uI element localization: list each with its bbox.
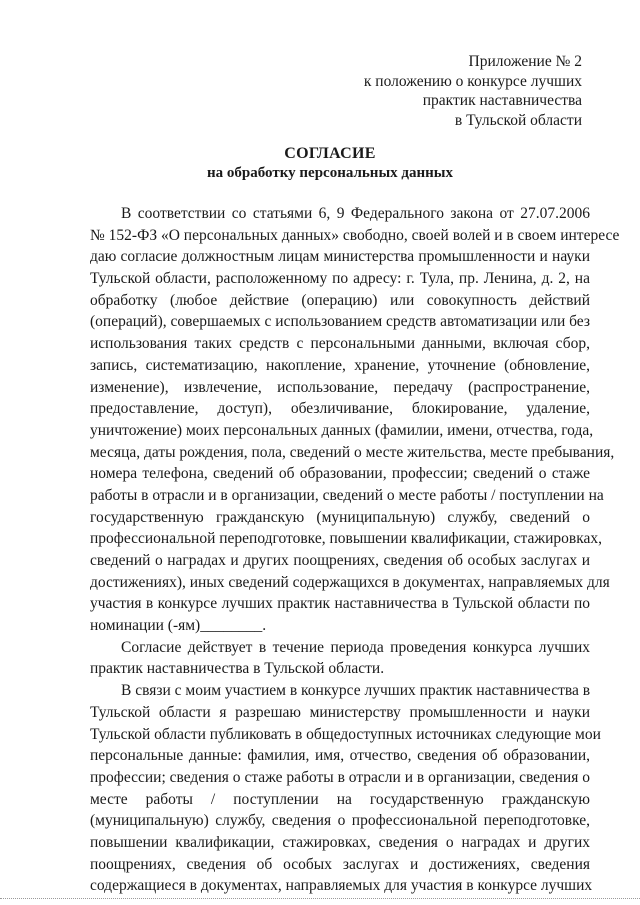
text-line: № 152-ФЗ «О персональных данных» свободно, своей волей и в своем интересе (90, 226, 620, 244)
text-line: работы в отрасли и в организации, сведений о месте работы / поступлении на (90, 486, 604, 504)
text-line: содержащиеся в документах, направляемых для участия в конкурсе лучших (90, 877, 593, 895)
paragraph-consent-period (90, 637, 590, 680)
text-line: практик наставничества в Тульской области. (90, 660, 385, 678)
appendix-line: в Тульской области (454, 111, 582, 129)
text-line: (муниципальную) службу, сведения о профессиональной переподготовке, (90, 812, 590, 830)
text-line: сведений о наградах и других поощрениях, сведения об особых заслугах и (90, 552, 590, 569)
text-line: достижениях), иных сведений содержащихся в документах, направляемых для (90, 573, 610, 591)
text-line: В связи с моим участием в конкурсе лучших практик наставничества в (121, 682, 591, 700)
text-line: уничтожение) моих персональных данных (фамилии, имени, отчества, года, (90, 421, 594, 439)
text-line: поощрениях, сведения об особых заслугах и достижениях, сведения (90, 855, 590, 873)
text-line: номинации (-ям)________. (90, 617, 267, 635)
text-line: предоставление, доступ), обезличивание, блокирование, удаление, (90, 400, 590, 418)
text-line: даю согласие должностным лицам министерства промышленности и науки (90, 248, 590, 266)
text-line: профессии; сведения о стаже работы в отрасли и в организации, сведения о (90, 768, 590, 786)
document-body (90, 203, 620, 897)
appendix-header (364, 52, 582, 130)
scan-edge-divider (0, 898, 640, 900)
text-line: Тульской области публиковать в общедоступных источниках следующие мои (90, 725, 601, 743)
text-line: Тульской области, расположенному по адресу: г. Тула, пр. Ленина, д. 2, на (90, 270, 590, 288)
text-line: Согласие действует в течение периода проведения конкурса лучших (121, 638, 590, 656)
text-line: использования таких средств с персональными данными, включая сбор, (90, 335, 590, 353)
appendix-line: практик наставничества (422, 92, 582, 109)
appendix-number: Приложение № 2 (468, 53, 582, 70)
text-line: повышении квалификации, стажировках, сведения о наградах и других (90, 833, 590, 851)
text-line: персональные данные: фамилия, имя, отчество, сведения об образовании, (90, 747, 590, 765)
text-line: профессиональной переподготовке, повышении квалификации, стажировках, (90, 530, 602, 548)
text-line: В соответствии со статьями 6, 9 Федерального закона от 27.07.2006 (121, 205, 590, 222)
text-line: участия в конкурсе лучших практик наставничества в Тульской области по (90, 595, 590, 613)
appendix-line: к положению о конкурсе лучших (363, 72, 582, 90)
text-line: обработку (любое действие (операцию) или совокупность действий (90, 291, 590, 309)
text-line: запись, систематизацию, накопление, хранение, уточнение (обновление, (90, 356, 590, 374)
paragraph-publication-consent (90, 680, 601, 897)
text-line: месте работы / поступлении на государственную гражданскую (90, 790, 590, 808)
document-title: СОГЛАСИЕ (284, 145, 376, 162)
text-line: государственную гражданскую (муниципальную) службу, сведений о (90, 508, 590, 526)
text-line: месяца, даты рождения, пола, сведений о месте жительства, месте пребывания, (90, 443, 615, 461)
text-line: (операций), совершаемых с использованием средств автоматизации или без (90, 313, 591, 331)
paragraph-consent-scope (90, 203, 620, 637)
text-line: Тульской области я разрешаю министерству промышленности и науки (90, 703, 590, 721)
text-line: изменение), извлечение, использование, передачу (распространение, (90, 378, 590, 396)
text-line: номера телефона, сведений об образовании, профессии; сведений о стаже (90, 465, 590, 483)
document-subtitle: на обработку персональных данных (207, 165, 453, 181)
